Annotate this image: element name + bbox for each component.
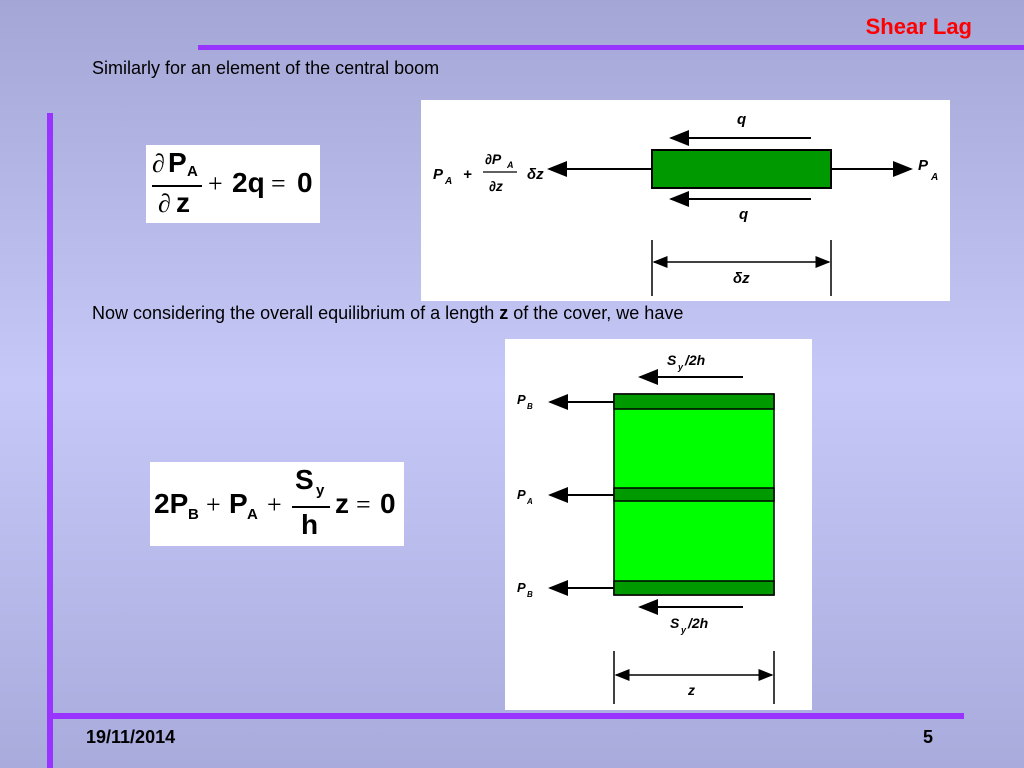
equilibrium-text-b: of the cover, we have [508,303,684,323]
bottom-S: S [670,615,680,631]
cover-equilibrium-figure [505,339,812,710]
eq2-z: z [335,488,349,519]
footer-page-number: 5 [923,727,934,747]
eq1-P: P [168,147,187,178]
left-divider [47,113,53,768]
z-dim-label: z [688,682,695,698]
PA-label: P [517,487,526,502]
q-top-label: q [737,111,747,128]
eq2-sub-A: A [247,506,258,523]
eq1-2q: 2q [232,167,265,198]
top-y: y [678,362,684,372]
eq2-plus1: + [206,490,221,519]
eq2-equals: = [356,490,371,519]
boom-element-figure [421,100,950,301]
PB-top-sub: B [527,402,533,411]
left-dP-sub: A [507,160,514,170]
top-divider [198,45,1024,50]
bottom-rest: /2h [688,615,709,631]
eq1-partial-bottom: ∂ [158,189,171,218]
left-plus: + [463,166,472,183]
slide-title: Shear Lag [865,14,972,39]
eq1-sub-A: A [187,163,198,180]
eq2-plus2: + [267,490,282,519]
boom-A [614,488,774,501]
equilibrium-text-z: z [499,303,509,323]
eq2-sub-y: y [316,482,325,499]
equation-cover [150,462,404,546]
eq1-plus: + [208,169,223,198]
q-bottom-label: q [739,206,749,223]
intro-text: Similarly for an element of the central boom [92,58,440,78]
right-P-sub: A [931,172,939,183]
top-rest: /2h [685,352,706,368]
left-delta-z: δz [527,166,544,183]
PB-bottom-label: P [517,580,526,595]
bottom-divider [52,713,964,719]
bottom-y: y [681,625,687,635]
PA-sub: A [527,497,533,506]
PB-top-label: P [517,392,526,407]
eq2-2P: 2P [154,488,189,519]
left-dz: ∂z [489,178,503,194]
boom-B-top [614,394,774,409]
eq1-equals: = [271,169,286,198]
left-P: P [433,166,444,183]
eq2-S: S [295,464,314,495]
eq2-P: P [229,488,248,519]
equilibrium-text-a: Now considering the overall equilibrium of a length [92,303,500,323]
eq2-zero: 0 [380,488,396,519]
eq1-z: z [176,187,190,218]
right-P: P [918,157,929,174]
eq2-sub-B: B [188,506,199,523]
left-dP: ∂P [485,151,502,167]
boom-element [652,150,831,188]
eq1-zero: 0 [297,167,313,198]
eq2-fraction-bar [292,506,330,508]
boom-B-bottom [614,581,774,595]
equation-boom [146,145,320,223]
PB-bottom-sub: B [527,590,533,599]
left-P-sub: A [445,176,453,187]
eq2-h: h [301,509,319,540]
dim-label: δz [733,270,750,287]
top-S: S [667,352,677,368]
footer-date: 19/11/2014 [86,727,176,747]
eq1-partial-top: ∂ [152,149,165,178]
equilibrium-text [92,303,683,324]
